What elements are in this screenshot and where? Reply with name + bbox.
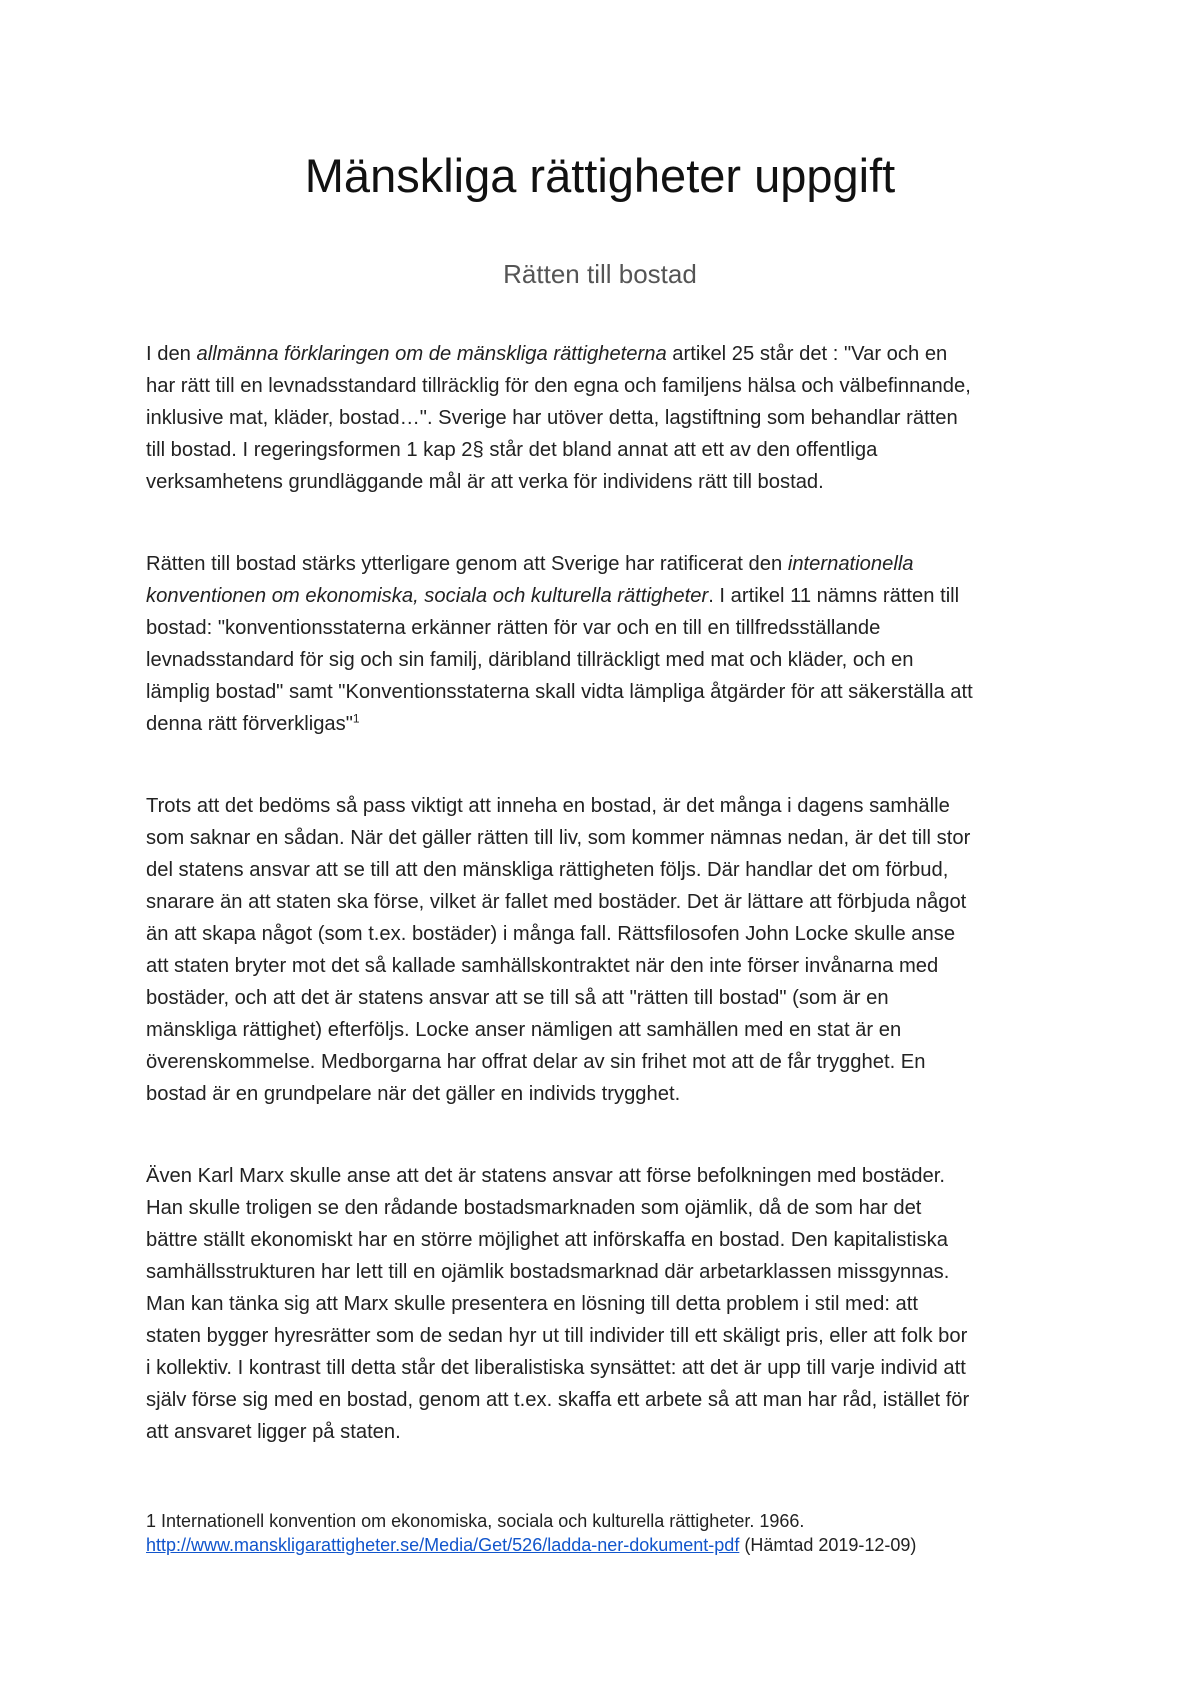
- document-title: Mänskliga rättigheter uppgift: [304, 149, 896, 202]
- document-subtitle: Rätten till bostad: [503, 259, 697, 289]
- paragraph-line: [146, 644, 1066, 676]
- paragraph-line: [146, 1352, 1066, 1384]
- paragraph-line: [146, 1416, 1066, 1448]
- text-run: inklusive mat, kläder, bostad…". Sverige har utöver detta, lagstiftning som behandlar rätten: [146, 407, 958, 429]
- text-run: Trots att det bedöms så pass viktigt att inneha en bostad, är det många i dagens samhälle: [146, 795, 950, 817]
- text-run: denna rätt förverkligas": [146, 713, 353, 735]
- text-run: artikel 25 står det : "Var och en: [666, 343, 948, 365]
- paragraph-line: [146, 434, 1066, 466]
- paragraph-3: [146, 790, 1066, 1110]
- paragraph-4: [146, 1160, 1066, 1448]
- text-run: Han skulle troligen se den rådande bostadsmarknaden som ojämlik, då de som har det: [146, 1197, 922, 1219]
- text-run: levnadsstandard för sig och sin familj, däribland tillräckligt med mat och kläder, och en: [146, 649, 914, 671]
- text-run: I den: [146, 343, 197, 365]
- paragraph-line: [146, 1320, 1066, 1352]
- italic-title: allmänna förklaringen om de mänskliga rättigheterna: [196, 343, 667, 365]
- footnote: [146, 1509, 1066, 1557]
- text-run: Även Karl Marx skulle anse att det är statens ansvar att förse befolkningen med bostäder.: [146, 1165, 945, 1187]
- paragraph-line: [146, 676, 1066, 708]
- paragraph-line: [146, 854, 1066, 886]
- paragraph-line: [146, 1160, 1066, 1192]
- paragraph-line: [146, 1256, 1066, 1288]
- text-run: mänskliga rättighet) efterföljs. Locke anser nämligen att samhällen med en stat är en: [146, 1019, 902, 1041]
- text-run: staten bygger hyresrätter som de sedan hyr ut till individer till ett skäligt pris, eller att folk bor: [146, 1325, 968, 1347]
- paragraph-line: [146, 918, 1066, 950]
- paragraph-line: [146, 982, 1066, 1014]
- footnote-text: 1 Internationell konvention om ekonomiska, sociala och kulturella rättigheter. 1966.: [146, 1511, 805, 1531]
- text-run: bättre ställt ekonomiskt har en större möjlighet att införskaffa en bostad. Den kapitalistiska: [146, 1229, 948, 1251]
- paragraph-line: [146, 1014, 1066, 1046]
- text-run: bostäder, och att det är statens ansvar att se till så att "rätten till bostad" (som är en: [146, 987, 889, 1009]
- paragraph-line: [146, 370, 1066, 402]
- text-run: överenskommelse. Medborgarna har offrat delar av sin frihet mot att de får trygghet. En: [146, 1051, 926, 1073]
- footnote-marker: 1: [352, 711, 360, 726]
- paragraph-line: [146, 580, 1066, 612]
- text-run: verksamhetens grundläggande mål är att verka för individens rätt till bostad.: [146, 471, 824, 493]
- paragraph-line: [146, 708, 1066, 740]
- text-run: Rätten till bostad stärks ytterligare genom att Sverige har ratificerat den: [146, 553, 788, 575]
- text-run: att staten bryter mot det så kallade samhällskontraktet när den inte förser invånarna med: [146, 955, 939, 977]
- paragraph-line: [146, 1078, 1066, 1110]
- text-run: Man kan tänka sig att Marx skulle presentera en lösning till detta problem i stil med: att: [146, 1293, 918, 1315]
- paragraph-line: [146, 950, 1066, 982]
- paragraph-line: [146, 822, 1066, 854]
- text-run: bostad är en grundpelare när det gäller en individs trygghet.: [146, 1083, 681, 1105]
- text-run: snarare än att staten ska förse, vilket är fallet med bostäder. Det är lättare att förbjuda något: [146, 891, 967, 913]
- paragraph-line: [146, 1192, 1066, 1224]
- paragraph-line: [146, 1224, 1066, 1256]
- paragraph-line: [146, 466, 1066, 498]
- footnote-source-line: [146, 1533, 1066, 1557]
- paragraph-line: [146, 886, 1066, 918]
- text-run: än att skapa något (som t.ex. bostäder) i många fall. Rättsfilosofen John Locke skulle anse: [146, 923, 956, 945]
- paragraph-line: [146, 1288, 1066, 1320]
- text-run: som saknar en sådan. När det gäller rätten till liv, som kommer nämnas nedan, är det till stor: [146, 827, 971, 849]
- italic-title: internationella: [787, 553, 914, 575]
- text-run: till bostad. I regeringsformen 1 kap 2§ står det bland annat att ett av den offentliga: [146, 439, 878, 461]
- paragraph-2: [146, 548, 1066, 740]
- text-run: att ansvaret ligger på staten.: [146, 1421, 401, 1443]
- paragraph-line: [146, 612, 1066, 644]
- text-run: i kollektiv. I kontrast till detta står det liberalistiska synsättet: att det är upp till varje individ att: [146, 1357, 966, 1379]
- text-run: del statens ansvar att se till att den mänskliga rättigheten följs. Där handlar det om förbud,: [146, 859, 949, 881]
- paragraph-line: [146, 790, 1066, 822]
- text-run: samhällsstrukturen har lett till en ojämlik bostadsmarknad där arbetarklassen missgynnas.: [146, 1261, 950, 1283]
- text-run: . I artikel 11 nämns rätten till: [708, 585, 960, 607]
- paragraph-line: [146, 1384, 1066, 1416]
- text-run: bostad: "konventionsstaterna erkänner rätten för var och en till en tillfredsställande: [146, 617, 881, 639]
- paragraph-line: [146, 338, 1066, 370]
- text-run: har rätt till en levnadsstandard tillräcklig för den egna och familjens hälsa och välbefinnande,: [146, 375, 971, 397]
- paragraph-line: [146, 548, 1066, 580]
- footnote-source-link[interactable]: http://www.manskligarattigheter.se/Media/Get/526/ladda-ner-dokument-pdf: [146, 1535, 740, 1555]
- text-run: lämplig bostad" samt "Konventionsstaterna skall vidta lämpliga åtgärder för att säkerställa att: [146, 681, 973, 703]
- paragraph-line: [146, 1046, 1066, 1078]
- paragraph-1: [146, 338, 1066, 498]
- paragraph-line: [146, 402, 1066, 434]
- footnote-retrieved-date: (Hämtad 2019-12-09): [739, 1535, 917, 1555]
- text-run: själv förse sig med en bostad, genom att t.ex. skaffa ett arbete så att man har råd, istället för: [146, 1389, 970, 1411]
- italic-title: konventionen om ekonomiska, sociala och kulturella rättigheter: [146, 585, 709, 607]
